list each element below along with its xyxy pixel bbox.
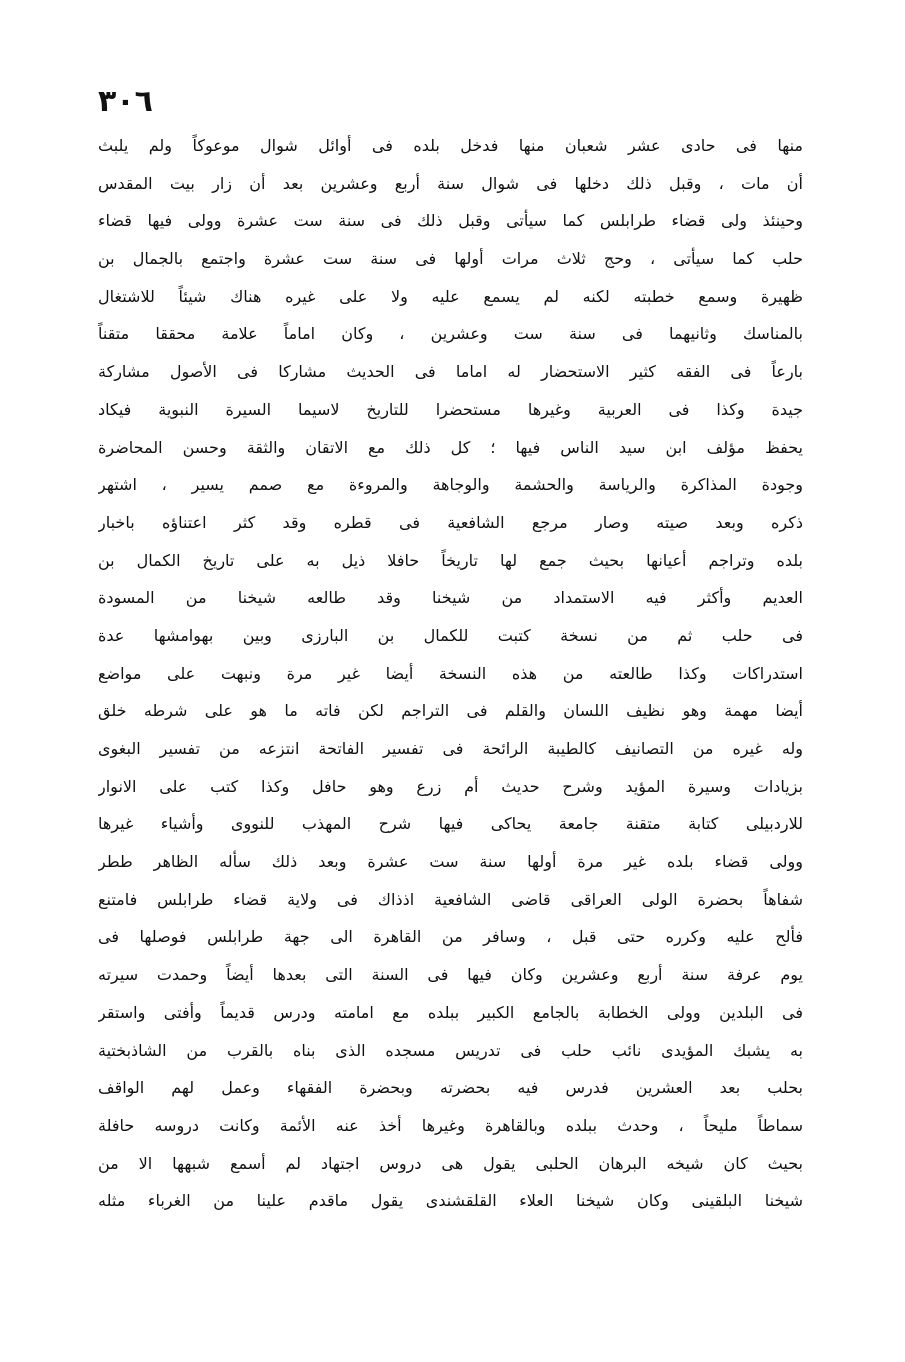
text-line: بحيث كان شيخه البرهان الحلبى يقول هى دروس اجتهاد لم أسمع شبهها الا من: [98, 1153, 803, 1173]
text-line: به يشبك المؤيدى نائب حلب فى تدريس مسجده الذى بناه بالقرب من الشاذبختية: [98, 1040, 803, 1060]
text-line: فى حلب ثم من نسخة كتبت للكمال بن البارزى وبين بهوامشها عدة: [98, 625, 803, 645]
text-line: فألح عليه وكرره حتى قبل ، وسافر من القاهرة الى جهة طرابلس فوصلها فى: [98, 927, 803, 947]
text-line: يحفظ مؤلف ابن سيد الناس فيها ؛ كل ذلك مع الاتقان والثقة وحسن المحاضرة: [98, 437, 803, 457]
text-line: بزيادات وسيرة المؤيد وشرح حديث أم زرع وهو حافل وكذا كتب على الانوار: [98, 776, 803, 796]
text-line: أيضا مهمة وهو نظيف اللسان والقلم فى التراجم لكن فاته ما هو على شرطه خلق: [98, 701, 803, 721]
text-line: أن مات ، وقبل ذلك دخلها فى شوال سنة أربع وعشرين بعد أن زار بيت المقدس: [98, 173, 803, 193]
page-text: [98, 127, 803, 1220]
text-line: منها فى حادى عشر شعبان منها فدخل بلده فى أوائل شوال موعوكاً ولم يلبث: [98, 136, 803, 155]
text-line: وحينئذ ولى قضاء طرابلس كما سيأتى وقبل ذلك فى سنة ست عشرة وولى فيها قضاء: [98, 211, 803, 231]
text-line: حلب كما سيأتى ، وحج ثلاث مرات أولها فى سنة ست عشرة واجتمع بالجمال بن: [98, 249, 803, 269]
text-line: للاردبيلى كتابة متقنة جامعة يحاكى فيها شرح المهذب للنووى وأشياء غيرها: [98, 814, 803, 834]
text-line: وله غيره من التصانيف كالطيبة الرائحة فى تفسير الفاتحة انتزعه من تفسير البغوى: [98, 739, 803, 758]
text-line: العديم وأكثر فيه الاستمداد من شيخنا وقد طالعه شيخنا من المسودة: [98, 588, 803, 608]
text-line: يوم عرفة سنة أربع وعشرين وكان فيها فى السنة التى بعدها أيضاً وحمدت سيرته: [98, 965, 803, 985]
text-line: بحلب بعد العشرين فدرس فيه بحضرته وبحضرة الفقهاء وعمل لهم الواقف: [98, 1078, 803, 1098]
text-line: بارعاً فى الفقه كثير الاستحضار له اماما فى الحديث مشاركا فى الأصول مشاركة: [98, 362, 803, 382]
page-number: ٣٠٦: [98, 84, 153, 119]
text-line: سماطاً مليحاً ، وحدث ببلده وبالقاهرة وغيرها أخذ عنه الأئمة وكانت دروسه حافلة: [98, 1115, 803, 1135]
text-line: فى البلدين وولى الخطابة بالجامع الكبير ببلده مع امامته ودرس قديماً وأفتى واستقر: [98, 1002, 803, 1022]
text-line: جيدة وكذا فى العربية وغيرها مستحضرا للتاريخ لاسيما السيرة النبوية فيكاد: [98, 399, 803, 419]
text-line: شفاهاً بحضرة الولى العراقى قاضى الشافعية اذذاك فى ولاية قضاء طرابلس فامتنع: [98, 889, 803, 909]
text-line: ذكره وبعد صيته وصار مرجع الشافعية فى قطره وقد كثر اعتناؤه باخبار: [98, 512, 803, 532]
text-line: شيخنا البلقينى وكان شيخنا العلاء القلقشندى يقول ماقدم علينا من الغرباء مثله: [98, 1191, 803, 1211]
text-line: وولى قضاء بلده غير مرة أولها سنة ست عشرة وبعد ذلك سأله الظاهر ططر: [98, 852, 803, 872]
text-line: استدراكات وكذا طالعته من هذه النسخة أيضا غير مرة ونبهت على مواضع: [98, 663, 803, 683]
text-line: بلده وتراجم أعيانها بحيث جمع لها تاريخاً حافلا ذيل به على تاريخ الكمال بن: [98, 550, 803, 570]
text-line: وجودة المذاكرة والرياسة والحشمة والوجاهة والمروءة مع صمم يسير ، اشتهر: [98, 475, 803, 495]
text-line: بالمناسك وثانيهما فى سنة ست وعشرين ، وكان اماماً علامة محققا متقناً: [98, 324, 803, 344]
text-line: ظهيرة وسمع خطبته لكنه لم يسمع عليه ولا على غيره هناك شيئاً للاشتغال: [98, 286, 803, 306]
